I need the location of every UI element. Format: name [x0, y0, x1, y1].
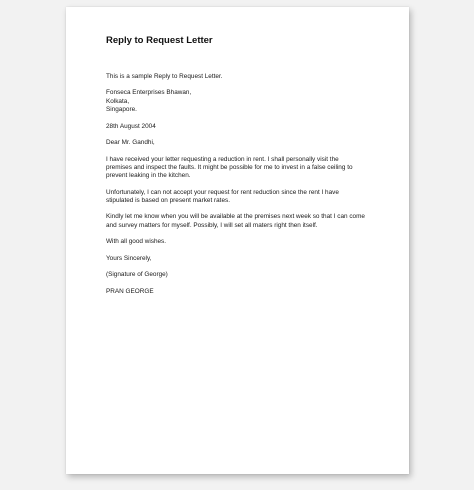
paragraph-1-line-3: prevent leaking in the kitchen. [106, 172, 191, 180]
closing: Yours Sincerely, [106, 254, 152, 262]
letter-date: 28th August 2004 [106, 122, 156, 130]
address-line-3: Singapore. [106, 106, 137, 114]
paragraph-3-line-2: and survey matters for myself. Possibly, I will set all maters right then itself. [106, 221, 318, 229]
paragraph-1-line-1: I have received your letter requesting a reduction in rent. I shall personally visit the [106, 155, 339, 163]
letter-title: Reply to Request Letter [106, 35, 213, 46]
intro-line: This is a sample Reply to Request Letter. [106, 73, 223, 80]
paragraph-1-line-2: premises and inspect the faults. It might be possible for me to invest in a false ceiling to [106, 163, 353, 171]
sender-name: PRAN GEORGE [106, 287, 154, 295]
paragraph-2-line-2: stipulated is based on present market rates. [106, 196, 230, 204]
signature: (Signature of George) [106, 271, 168, 279]
letter-body [106, 73, 391, 296]
address-line-2: Kolkata, [106, 97, 130, 105]
paragraph-2-line-1: Unfortunately, I can not accept your request for rent reduction since the rent I have [106, 188, 339, 196]
address-line-1: Fonseca Enterprises Bhawan, [106, 89, 192, 97]
paragraph-3-line-1: Kindly let me know when you will be available at the premises next week so that I can come [106, 213, 365, 221]
good-wishes: With all good wishes. [106, 238, 167, 246]
salutation: Dear Mr. Gandhi, [106, 139, 155, 147]
letter-page [66, 7, 409, 474]
